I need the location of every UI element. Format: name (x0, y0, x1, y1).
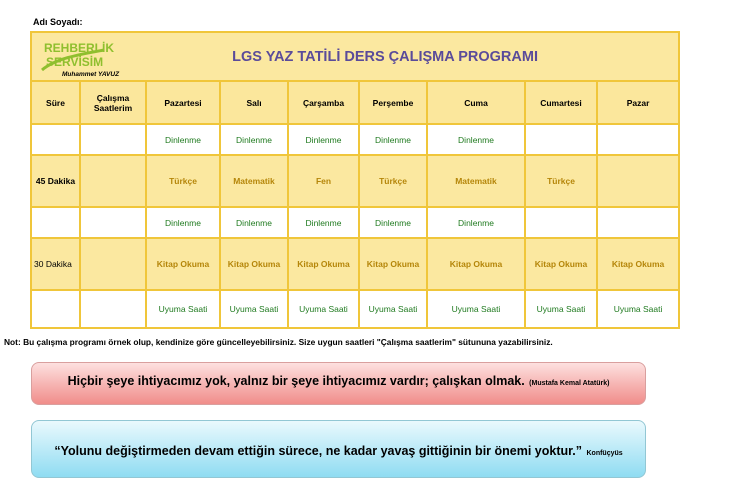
title-cell (31, 32, 679, 81)
schedule-cell (597, 207, 679, 238)
page-title: LGS YAZ TATİLİ DERS ÇALIŞMA PROGRAMI (232, 48, 538, 65)
schedule-cell (597, 155, 679, 207)
schedule-cell: Dinlenme (288, 207, 359, 238)
quote-box-ataturk (31, 362, 646, 405)
schedule-cell: Dinlenme (427, 207, 525, 238)
study-schedule-table (30, 31, 680, 329)
column-header: Pazartesi (146, 81, 220, 124)
schedule-cell: Uyuma Saati (288, 290, 359, 328)
column-header: Salı (220, 81, 288, 124)
schedule-cell: Fen (288, 155, 359, 207)
table-row (31, 290, 679, 328)
schedule-cell: Kitap Okuma (146, 238, 220, 290)
table-row (31, 124, 679, 155)
duration-cell (31, 290, 80, 328)
quote-text: Hiçbir şeye ihtiyacımız yok, yalnız bir şeye ihtiyacımız vardır; çalışkan olmak. (67, 374, 525, 388)
schedule-cell (525, 124, 597, 155)
logo-author: Muhammet YAVUZ (62, 71, 120, 78)
schedule-cell: Dinlenme (220, 124, 288, 155)
name-label: Adı Soyadı: (33, 17, 83, 27)
quote-author: (Mustafa Kemal Atatürk) (529, 380, 610, 387)
schedule-cell: Dinlenme (146, 207, 220, 238)
schedule-cell: Dinlenme (146, 124, 220, 155)
column-header: Süre (31, 81, 80, 124)
schedule-cell (525, 207, 597, 238)
table-row (31, 155, 679, 207)
schedule-cell: Kitap Okuma (359, 238, 427, 290)
duration-cell (31, 124, 80, 155)
header-row (31, 81, 679, 124)
study-hours-cell[interactable] (80, 207, 146, 238)
study-hours-cell[interactable] (80, 238, 146, 290)
schedule-cell: Türkçe (146, 155, 220, 207)
schedule-cell: Dinlenme (359, 207, 427, 238)
table-row (31, 238, 679, 290)
schedule-cell: Dinlenme (359, 124, 427, 155)
duration-cell: 30 Dakika (31, 238, 80, 290)
schedule-cell: Uyuma Saati (359, 290, 427, 328)
schedule-cell: Türkçe (525, 155, 597, 207)
schedule-cell: Kitap Okuma (288, 238, 359, 290)
schedule-cell (597, 124, 679, 155)
quote-box-konfucyus (31, 420, 646, 478)
quote-text: “Yolunu değiştirmeden devam ettiğin sürece, ne kadar yavaş gittiğinin bir önemi yoktur.” (54, 444, 583, 458)
schedule-cell: Kitap Okuma (597, 238, 679, 290)
note-text: Not: Bu çalışma programı örnek olup, kendinize göre güncelleyebilirsiniz. Size uygun saatleri "Çalışma saatlerim" sütununa yazabilirsiniz. (4, 337, 553, 347)
logo-line-2: SERVİSİM (46, 55, 104, 69)
schedule-cell: Dinlenme (427, 124, 525, 155)
schedule-cell: Matematik (427, 155, 525, 207)
schedule-cell: Dinlenme (288, 124, 359, 155)
schedule-cell: Uyuma Saati (220, 290, 288, 328)
study-hours-cell[interactable] (80, 155, 146, 207)
schedule-cell: Kitap Okuma (427, 238, 525, 290)
study-hours-cell[interactable] (80, 290, 146, 328)
schedule-cell: Dinlenme (220, 207, 288, 238)
schedule-cell: Matematik (220, 155, 288, 207)
duration-cell (31, 207, 80, 238)
column-header: Perşembe (359, 81, 427, 124)
schedule-cell: Uyuma Saati (597, 290, 679, 328)
column-header: Cumartesi (525, 81, 597, 124)
table-row (31, 207, 679, 238)
study-hours-cell[interactable] (80, 124, 146, 155)
rehberlik-servisim-logo (36, 36, 144, 78)
schedule-cell: Kitap Okuma (220, 238, 288, 290)
schedule-cell: Kitap Okuma (525, 238, 597, 290)
column-header: Cuma (427, 81, 525, 124)
column-header: Çalışma Saatlerim (80, 81, 146, 124)
column-header: Çarşamba (288, 81, 359, 124)
duration-cell: 45 Dakika (31, 155, 80, 207)
schedule-cell: Uyuma Saati (427, 290, 525, 328)
schedule-cell: Uyuma Saati (525, 290, 597, 328)
logo-line-1: REHBERLİK (44, 41, 115, 55)
schedule-cell: Türkçe (359, 155, 427, 207)
quote-author: Konfüçyüs (586, 450, 623, 457)
schedule-cell: Uyuma Saati (146, 290, 220, 328)
column-header: Pazar (597, 81, 679, 124)
